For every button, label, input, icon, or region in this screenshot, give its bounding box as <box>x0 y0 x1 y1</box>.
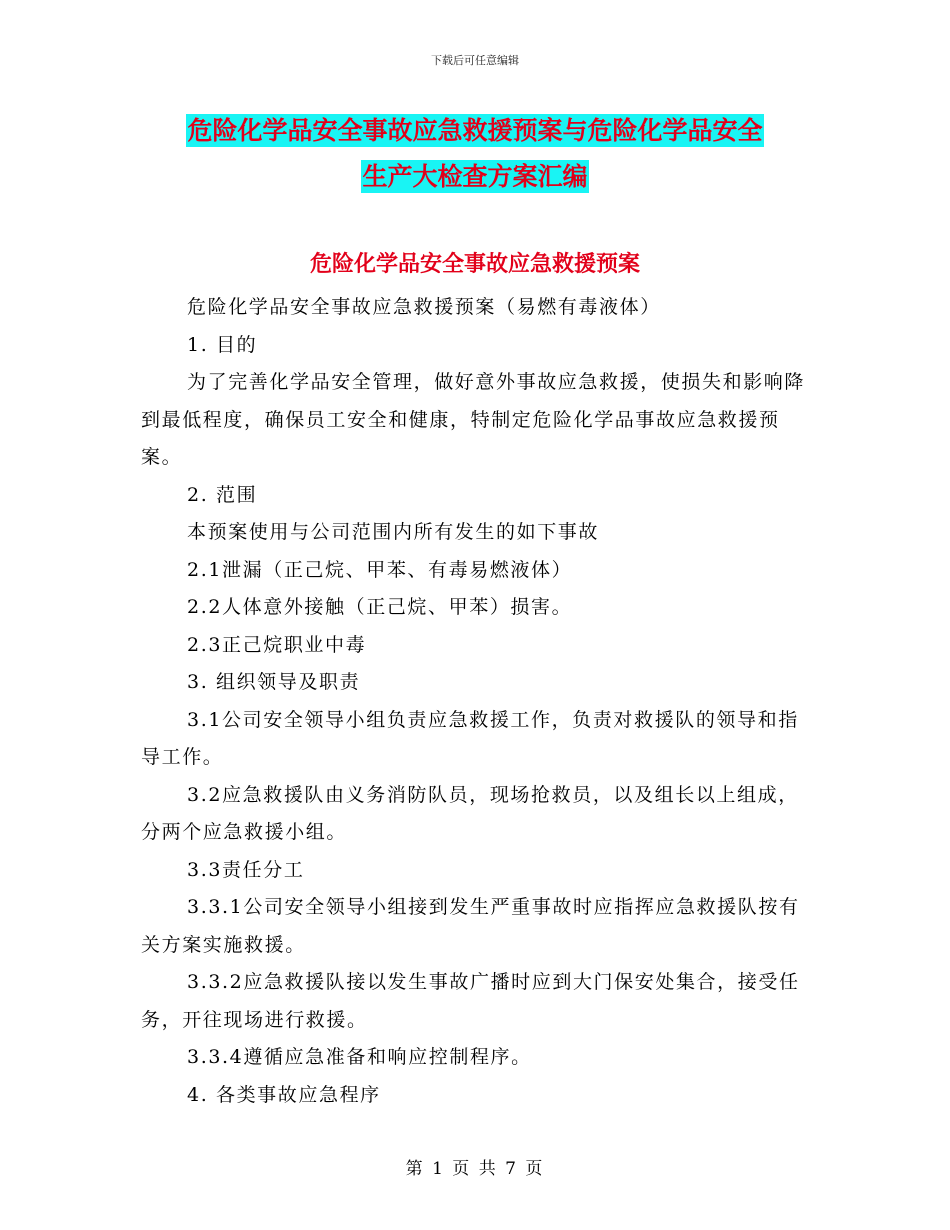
paragraph: 3.2应急救援队由义务消防队员，现场抢救员，以及组长以上组成，分两个应急救援小组。 <box>141 783 799 843</box>
title-highlight: 生产大检查方案汇编 <box>362 162 588 191</box>
list-item: 3.3责任分工 <box>187 858 305 881</box>
paragraph: 为了完善化学品安全管理，做好意外事故应急救援，使损失和影响降到最低程度，确保员工安全和健康，特制定危险化学品事故应急救援预案。 <box>141 371 806 468</box>
page-header-note: 下载后可任意编辑 <box>431 54 519 67</box>
paragraph: 危险化学品安全事故应急救援预案（易燃有毒液体） <box>187 296 661 318</box>
section-title: 危险化学品安全事故应急救援预案 <box>309 252 640 277</box>
document-body <box>141 289 813 1114</box>
paragraph: 3.3.2应急救援队接以发生事故广播时应到大门保安处集合，接受任务，开往现场进行救援。 <box>141 971 800 1031</box>
document-title-line-2 <box>0 157 950 193</box>
section-heading: 4. 各类事故应急程序 <box>187 1083 381 1106</box>
paragraph: 3.3.1公司安全领导小组接到发生严重事故时应指挥应急救援队按有关方案实施救援。 <box>141 896 800 956</box>
section-heading: 2. 范围 <box>187 483 258 506</box>
paragraph: 本预案使用与公司范围内所有发生的如下事故 <box>187 521 600 543</box>
list-item: 3.3.4遵循应急准备和响应控制程序。 <box>187 1046 532 1068</box>
section-heading: 1. 目的 <box>187 333 258 356</box>
title-highlight: 危险化学品安全事故应急救援预案与危险化学品安全 <box>187 116 763 145</box>
list-item: 2.3正己烷职业中毒 <box>187 633 367 656</box>
list-item: 2.2人体意外接触（正己烷、甲苯）损害。 <box>187 596 573 618</box>
list-item: 2.1泄漏（正己烷、甲苯、有毒易燃液体） <box>187 558 573 581</box>
document-title-line-1 <box>0 111 950 147</box>
page-number: 第 1 页 共 7 页 <box>405 1159 545 1179</box>
section-heading: 3. 组织领导及职责 <box>187 671 361 693</box>
paragraph: 3.1公司安全领导小组负责应急救援工作，负责对救援队的领导和指导工作。 <box>141 708 799 768</box>
